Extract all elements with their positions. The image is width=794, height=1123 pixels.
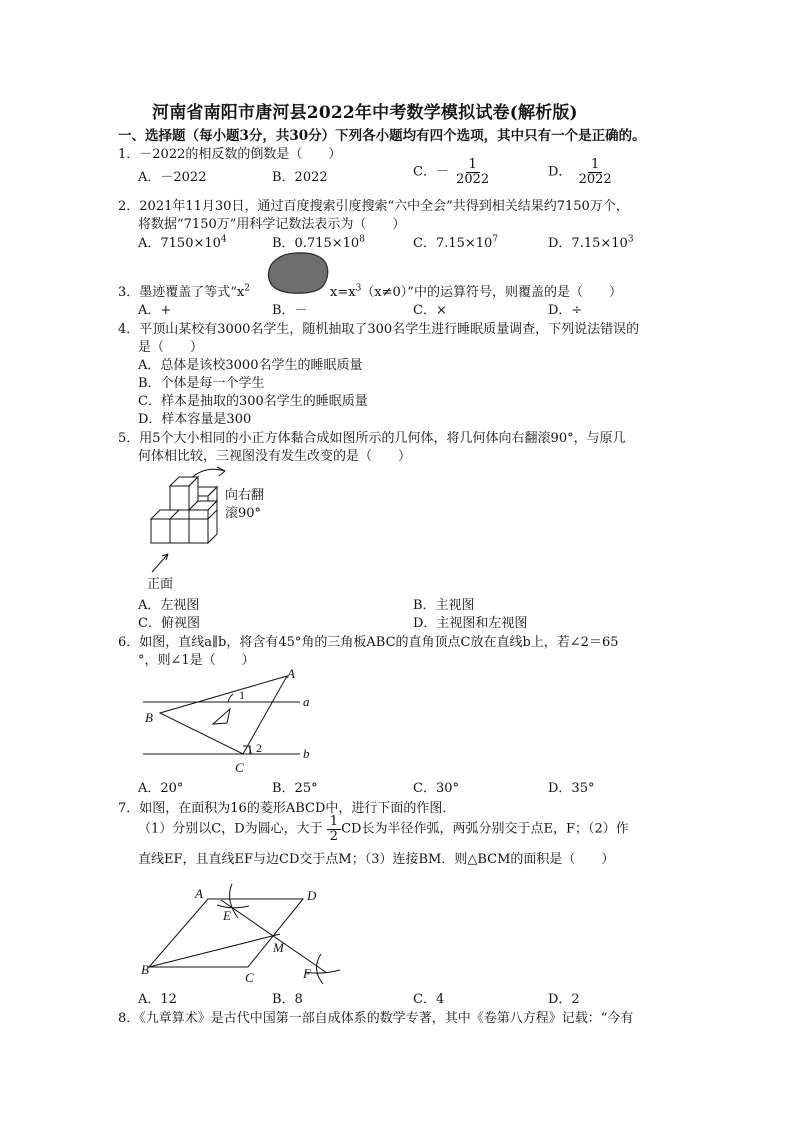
q5-option-d: D．主视图和左视图	[413, 616, 528, 631]
q6-option-d: D．35°	[548, 781, 595, 796]
q7-label-B: B	[141, 962, 149, 977]
q4-option-b: B．个体是每一个学生	[138, 376, 265, 391]
ink-blot-image	[265, 251, 331, 295]
q4-stem-line2: 是（ ）	[138, 340, 204, 355]
q7-option-a: A．12	[138, 992, 177, 1007]
q6-label-line-a: a	[303, 694, 310, 709]
q7-label-D: D	[307, 888, 317, 903]
q1-option-c: C．－ $\frac{1}{2022}$	[413, 157, 490, 187]
q7-option-d: D．2	[548, 992, 580, 1007]
q3-option-b: B．－	[272, 303, 308, 318]
q2-option-b: B．$0.715\times 10^8$	[272, 234, 365, 251]
q5-option-c: C．俯视图	[138, 616, 200, 631]
q4-stem-line1: 4．平顶山某校有3000名学生，随机抽取了300名学生进行睡眠质量调查，下列说法错误的	[118, 322, 640, 337]
q6-label-B: B	[145, 710, 153, 725]
parallel-lines-triangle-figure	[135, 664, 325, 776]
q6-option-b: B．25°	[272, 781, 318, 796]
q2-option-c: C．$7.15\times 10^7$	[413, 234, 499, 251]
q6-label-A: A	[287, 666, 295, 681]
q6-label-C: C	[235, 760, 244, 775]
q5-option-a: A．左视图	[138, 598, 200, 613]
rhombus-construction-figure	[135, 866, 345, 986]
q6-option-c: C．30°	[413, 781, 459, 796]
q6-stem-line2: °，则∠1是（ ）	[138, 653, 255, 668]
q7-label-F: F	[303, 966, 311, 981]
q5-figure-label-1: 向右翻	[225, 488, 265, 503]
q6-label-line-b: b	[303, 746, 310, 761]
q2-option-a: A．$7150\times 10^4$	[138, 234, 227, 251]
cube-solid-figure	[135, 462, 295, 590]
q8-stem-line1: 8．《九章算术》是古代中国第一部自成体系的数学专著，其中《卷第八方程》记载：“今有	[118, 1011, 634, 1026]
q5-option-b: B．主视图	[413, 598, 475, 613]
q7-stem-line3: 直线EF，且直线EF与边CD交于点M；（3）连接BM．则△BCM的面积是（ ）	[138, 852, 615, 867]
q7-label-M: M	[273, 940, 284, 955]
q3-option-d: D．÷	[548, 303, 583, 318]
q4-option-d: D．样本容量是300	[138, 412, 252, 427]
q2-option-d: D．$7.15\times 10^3$	[548, 234, 634, 251]
q3-stem-right: $x=x^3(x\ne 0)$”中的运算符号，则覆盖的是（ ）	[330, 283, 622, 300]
q6-label-angle2: 2	[256, 741, 262, 755]
q7-label-A: A	[195, 886, 203, 901]
q5-stem-line1: 5．用5个大小相同的小正方体黏合成如图所示的几何体，将几何体向右翻滚90°，与原几	[118, 431, 626, 446]
q5-figure-front-label: 正面	[147, 577, 174, 592]
q1-stem: 1．－2022的相反数的倒数是（ ）	[118, 147, 342, 162]
q2-stem-line1: 2．2021年11月30日，通过百度搜索引度搜索“六中全会”共得到相关结果约7150万个，	[118, 199, 629, 214]
q6-option-a: A．20°	[138, 781, 184, 796]
q7-stem-line2: （1）分别以C，D为圆心，大于 $\frac{1}{2}$ CD长为半径作弧，两弧分别交于点E，F；（2）作	[138, 814, 629, 844]
q7-option-b: B．8	[272, 992, 303, 1007]
q3-option-c: C．×	[413, 303, 447, 318]
q3-stem-left: 3．墨迹覆盖了等式“$x^2$	[118, 283, 250, 300]
q1-option-a: A．－2022	[138, 170, 207, 185]
q4-option-c: C．样本是抽取的300名学生的睡眠质量	[138, 394, 368, 409]
q6-stem-line1: 6．如图，直线a∥b，将含有45°角的三角板ABC的直角顶点C放在直线b上，若∠2＝65	[118, 635, 619, 650]
q7-label-E: E	[223, 908, 231, 923]
q5-stem-line2: 何体相比较，三视图没有发生改变的是（ ）	[138, 449, 412, 464]
q1-option-d: D． $\frac{1}{2022}$	[548, 157, 612, 187]
q3-option-a: A．+	[138, 303, 172, 318]
q7-option-c: C．4	[413, 992, 445, 1007]
q1-option-b: B．2022	[272, 170, 328, 185]
q7-label-C: C	[245, 970, 254, 985]
section-heading: 一、选择题（每小题3分，共30分）下列各小题均有四个选项，其中只有一个是正确的。	[118, 128, 646, 144]
q7-stem-line1: 7．如图，在面积为16的菱形ABCD中，进行下面的作图．	[118, 801, 456, 816]
q2-stem-line2: 将数据“7150万”用科学记数法表示为（ ）	[138, 217, 406, 232]
q5-figure-label-2: 滚90°	[225, 506, 262, 521]
q6-label-angle1: 1	[239, 688, 245, 702]
q4-option-a: A．总体是该校3000名学生的睡眠质量	[138, 358, 363, 373]
page-title: 河南省南阳市唐河县2022年中考数学模拟试卷(解析版)	[152, 103, 578, 123]
